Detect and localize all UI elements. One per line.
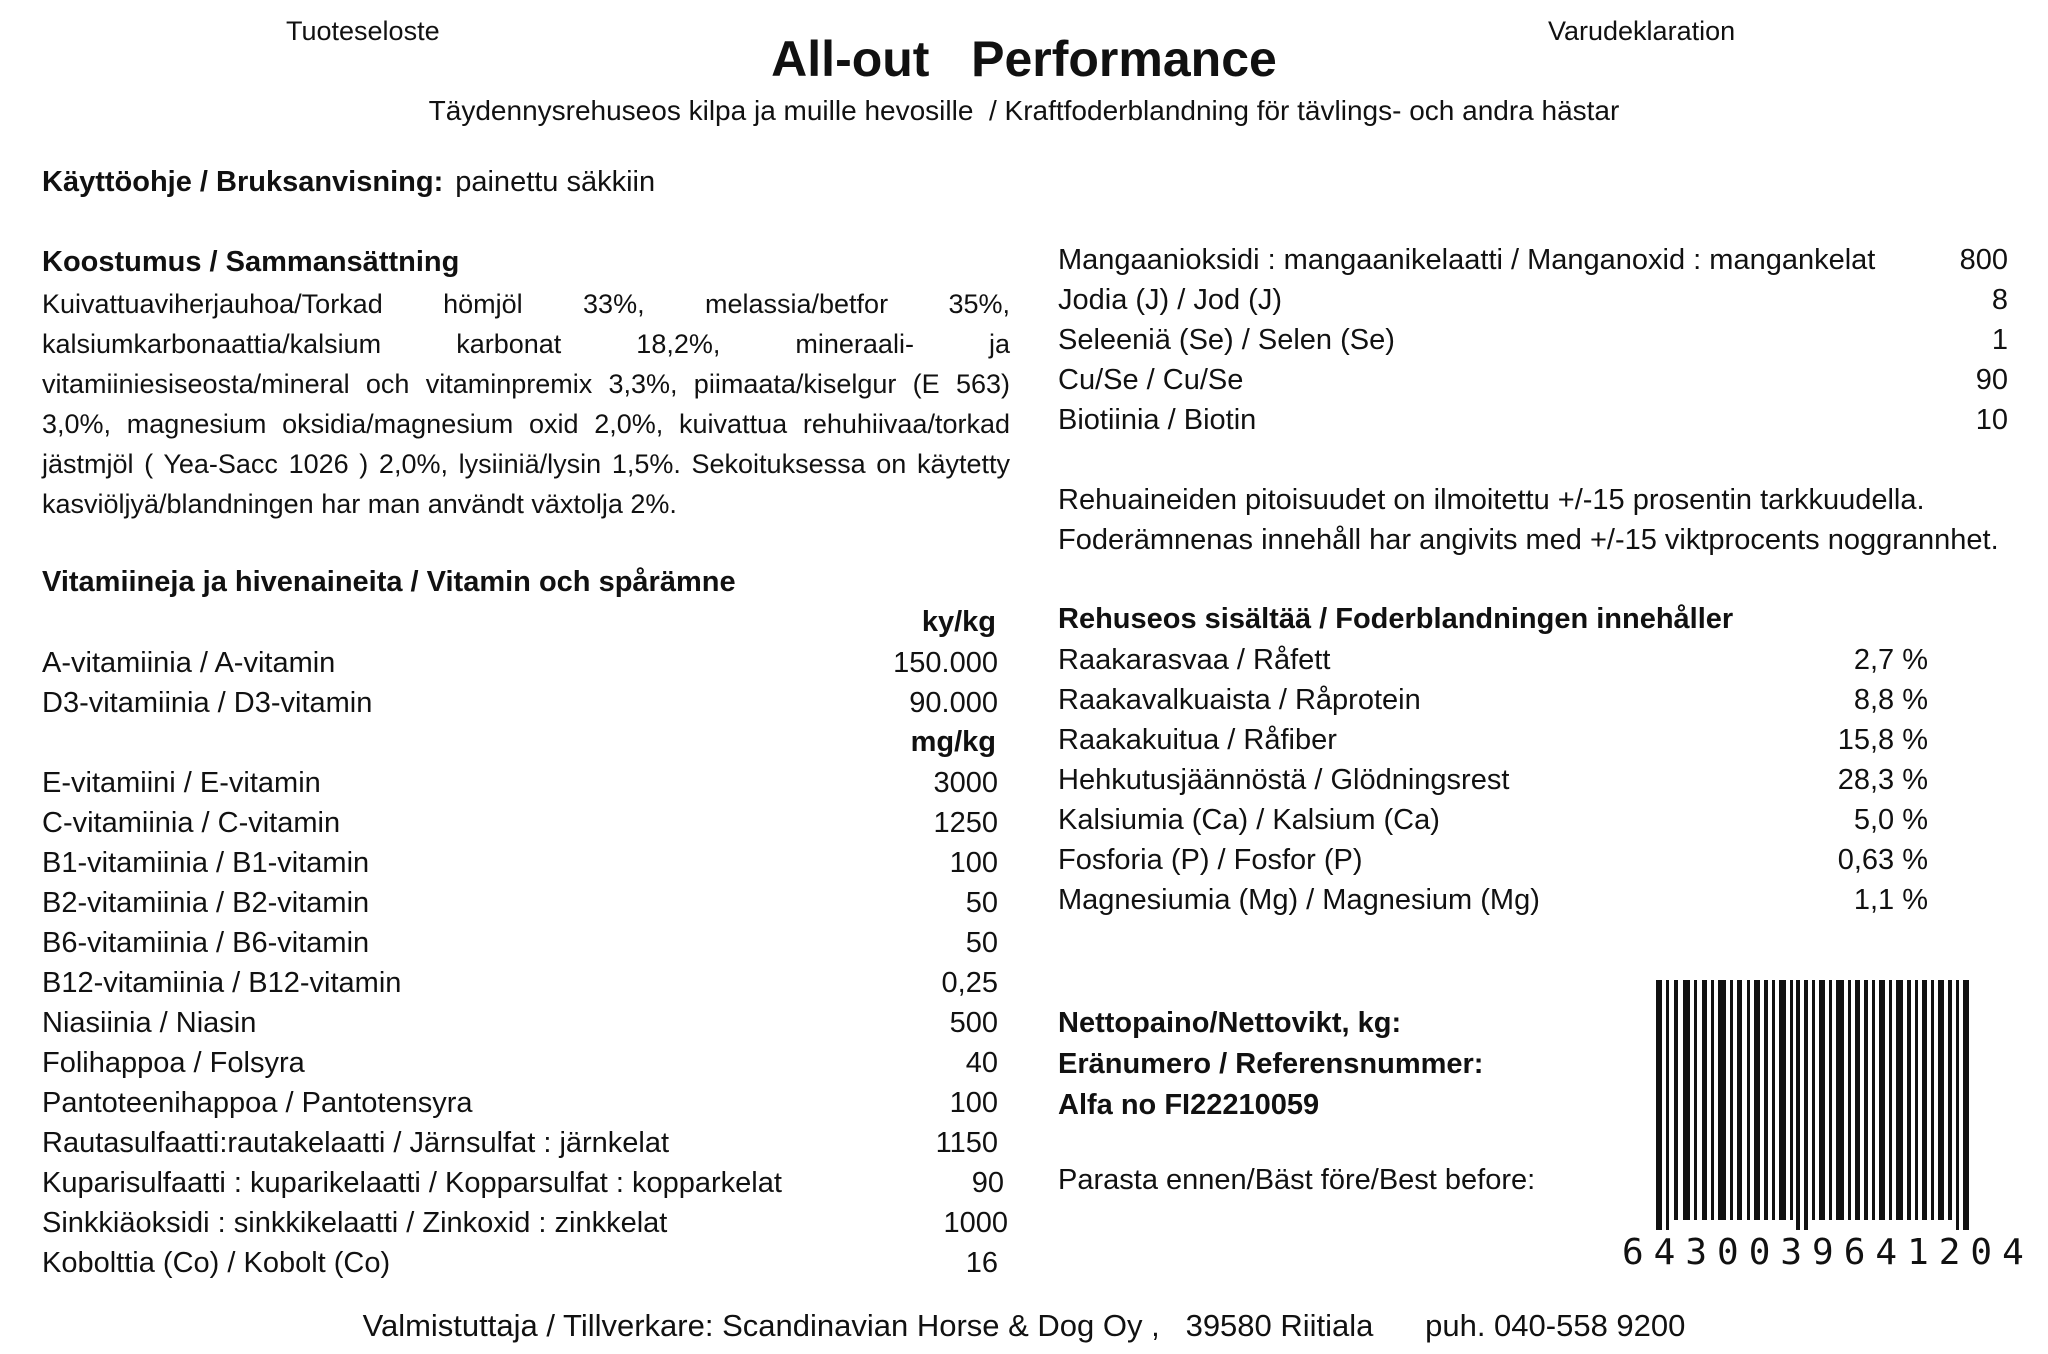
header-label-swedish: Varudeklaration <box>1548 16 1736 46</box>
table-row <box>42 843 998 883</box>
row-label: Magnesiumia (Mg) / Magnesium (Mg) <box>1058 884 1540 916</box>
row-value: 10 <box>1975 404 2008 436</box>
net-weight-label: Nettopaino/Nettovikt, kg: <box>1058 1007 1402 1039</box>
row-label: Seleeniä (Se) / Selen (Se) <box>1058 324 1395 356</box>
row-value: 0,25 <box>941 967 998 999</box>
row-label: B12-vitamiinia / B12-vitamin <box>42 967 402 999</box>
row-value: 1,1 % <box>1853 884 1928 916</box>
row-label: Biotiinia / Biotin <box>1058 404 1257 436</box>
accuracy-note-finnish: Rehuaineiden pitoisuudet on ilmoitettu +/-15 prosentin tarkkuudella. <box>1058 484 1925 516</box>
row-label: Cu/Se / Cu/Se <box>1058 364 1244 396</box>
best-before-label: Parasta ennen/Bäst före/Best before: <box>1058 1164 1536 1196</box>
table-row <box>42 963 998 1003</box>
vitamins-heading: Vitamiineja ja hivenaineita / Vitamin och spårämne <box>42 566 736 598</box>
row-value: 90 <box>1975 364 2008 396</box>
row-label: Kalsiumia (Ca) / Kalsium (Ca) <box>1058 804 1440 836</box>
row-value: 100 <box>949 1087 998 1119</box>
row-value: 100 <box>949 847 998 879</box>
table-row <box>1058 840 1928 880</box>
table-row <box>1058 640 1928 680</box>
row-label: Mangaanioksidi : mangaanikelaatti / Manganoxid : mangankelat <box>1058 244 1876 276</box>
table-row <box>1058 320 2008 360</box>
row-value: 40 <box>965 1047 998 1079</box>
row-label: Folihappoa / Folsyra <box>42 1047 305 1079</box>
composition-text: Kuivattuaviherjauhoa/Torkad hömjöl 33%, melassia/betfor 35%, kalsiumkarbonaattia/kalsium karbonat 18,2%, mineraali- ja vitamiiniesiseosta/mineral och vitaminpremix 3,3%, piimaata/kiselgur (E 563) 3,0%, magnesium oksidia/magnesium oxid 2,0%, kuivattua rehuhiivaa/torkad jästmjöl ( Yea-Sacc 1026 ) 2,0%, lysiiniä/lysin 1,5%. Sekoituksessa on käytetty kasviöljyä/blandningen har man användt växtolja 2%. <box>42 289 1010 519</box>
table-row <box>1058 800 1928 840</box>
table-row <box>1058 360 2008 400</box>
manufacturer-footer: Valmistuttaja / Tillverkare: Scandinavian Horse & Dog Oy , 39580 Riitiala puh. 040-558 9200 <box>362 1308 1686 1343</box>
row-label: Kobolttia (Co) / Kobolt (Co) <box>42 1247 391 1279</box>
row-value: 8 <box>1991 284 2008 316</box>
table-row <box>42 923 998 963</box>
usage-value: painettu säkkiin <box>455 166 656 198</box>
row-value: 90 <box>971 1167 1004 1199</box>
row-value: 1150 <box>935 1127 998 1159</box>
row-value: 28,3 % <box>1837 764 1928 796</box>
table-row <box>42 883 998 923</box>
table-row <box>1058 760 1928 800</box>
row-label: D3-vitamiinia / D3-vitamin <box>42 687 373 719</box>
usage-instructions <box>42 166 655 199</box>
table-row <box>42 763 998 803</box>
table-row <box>42 803 998 843</box>
row-value: 50 <box>965 927 998 959</box>
table-row <box>42 643 998 683</box>
row-label: B1-vitamiinia / B1-vitamin <box>42 847 370 879</box>
row-value: 1250 <box>933 807 998 839</box>
unit-mg-per-kg: mg/kg <box>910 726 996 758</box>
barcode-digits: 6430039641204 <box>1622 1232 2034 1273</box>
table-row <box>42 1043 998 1083</box>
row-value: 8,8 % <box>1853 684 1928 716</box>
table-row <box>42 1123 998 1163</box>
table-row <box>42 683 998 723</box>
row-label: Raakakuitua / Råfiber <box>1058 724 1337 756</box>
row-label: Hehkutusjäännöstä / Glödningsrest <box>1058 764 1510 796</box>
header-label-finnish: Tuoteseloste <box>286 16 440 46</box>
batch-number-label: Eränumero / Referensnummer: <box>1058 1048 1484 1080</box>
row-label: Sinkkiäoksidi : sinkkikelaatti / Zinkoxid : zinkkelat <box>42 1207 668 1239</box>
row-value: 16 <box>965 1247 998 1279</box>
table-row <box>1058 280 2008 320</box>
row-value: 150.000 <box>893 647 998 679</box>
row-value: 500 <box>949 1007 998 1039</box>
accuracy-note-swedish: Foderämnenas innehåll har angivits med +/-15 viktprocents noggrannhet. <box>1058 524 1999 556</box>
row-value: 50 <box>965 887 998 919</box>
row-label: Rautasulfaatti:rautakelaatti / Järnsulfat : järnkelat <box>42 1127 670 1159</box>
row-label: B6-vitamiinia / B6-vitamin <box>42 927 370 959</box>
row-value: 90.000 <box>909 687 998 719</box>
row-label: Raakarasvaa / Råfett <box>1058 644 1331 676</box>
nutrients-heading: Rehuseos sisältää / Foderblandningen innehåller <box>1058 603 1734 635</box>
row-label: C-vitamiinia / C-vitamin <box>42 807 341 839</box>
row-label: Kuparisulfaatti : kuparikelaatti / Kopparsulfat : kopparkelat <box>42 1167 782 1199</box>
row-value: 1000 <box>943 1207 1008 1239</box>
table-row <box>1058 680 1928 720</box>
row-label: E-vitamiini / E-vitamin <box>42 767 321 799</box>
table-row <box>42 1203 1008 1243</box>
composition-heading: Koostumus / Sammansättning <box>42 246 460 278</box>
batch-number-value: Alfa no FI22210059 <box>1058 1089 1320 1121</box>
row-label: Raakavalkuaista / Råprotein <box>1058 684 1421 716</box>
row-label: B2-vitamiinia / B2-vitamin <box>42 887 370 919</box>
table-row <box>1058 400 2008 440</box>
table-row <box>42 1003 998 1043</box>
row-label: Pantoteenihappoa / Pantotensyra <box>42 1087 473 1119</box>
barcode-graphic <box>1622 980 1992 1230</box>
row-value: 15,8 % <box>1837 724 1928 756</box>
table-row <box>1058 720 1928 760</box>
row-value: 1 <box>1991 324 2008 356</box>
table-row <box>1058 880 1928 920</box>
row-label: Jodia (J) / Jod (J) <box>1058 284 1282 316</box>
usage-label: Käyttöohje / Bruksanvisning: <box>42 166 444 198</box>
row-value: 2,7 % <box>1853 644 1928 676</box>
table-row <box>42 1083 998 1123</box>
row-label: Fosforia (P) / Fosfor (P) <box>1058 844 1363 876</box>
table-row <box>42 1243 998 1283</box>
row-label: Niasiinia / Niasin <box>42 1007 257 1039</box>
row-value: 5,0 % <box>1853 804 1928 836</box>
row-value: 800 <box>1959 244 2008 276</box>
product-title: All-out Performance <box>771 31 1277 87</box>
row-label: A-vitamiinia / A-vitamin <box>42 647 336 679</box>
product-subtitle: Täydennysrehuseos kilpa ja muille hevosille / Kraftfoderblandning för tävlings- och andra hästar <box>428 95 1620 126</box>
table-row <box>1058 240 2008 280</box>
table-row <box>42 1163 1004 1203</box>
row-value: 0,63 % <box>1837 844 1928 876</box>
unit-ky-per-kg: ky/kg <box>921 606 996 638</box>
row-value: 3000 <box>933 767 998 799</box>
